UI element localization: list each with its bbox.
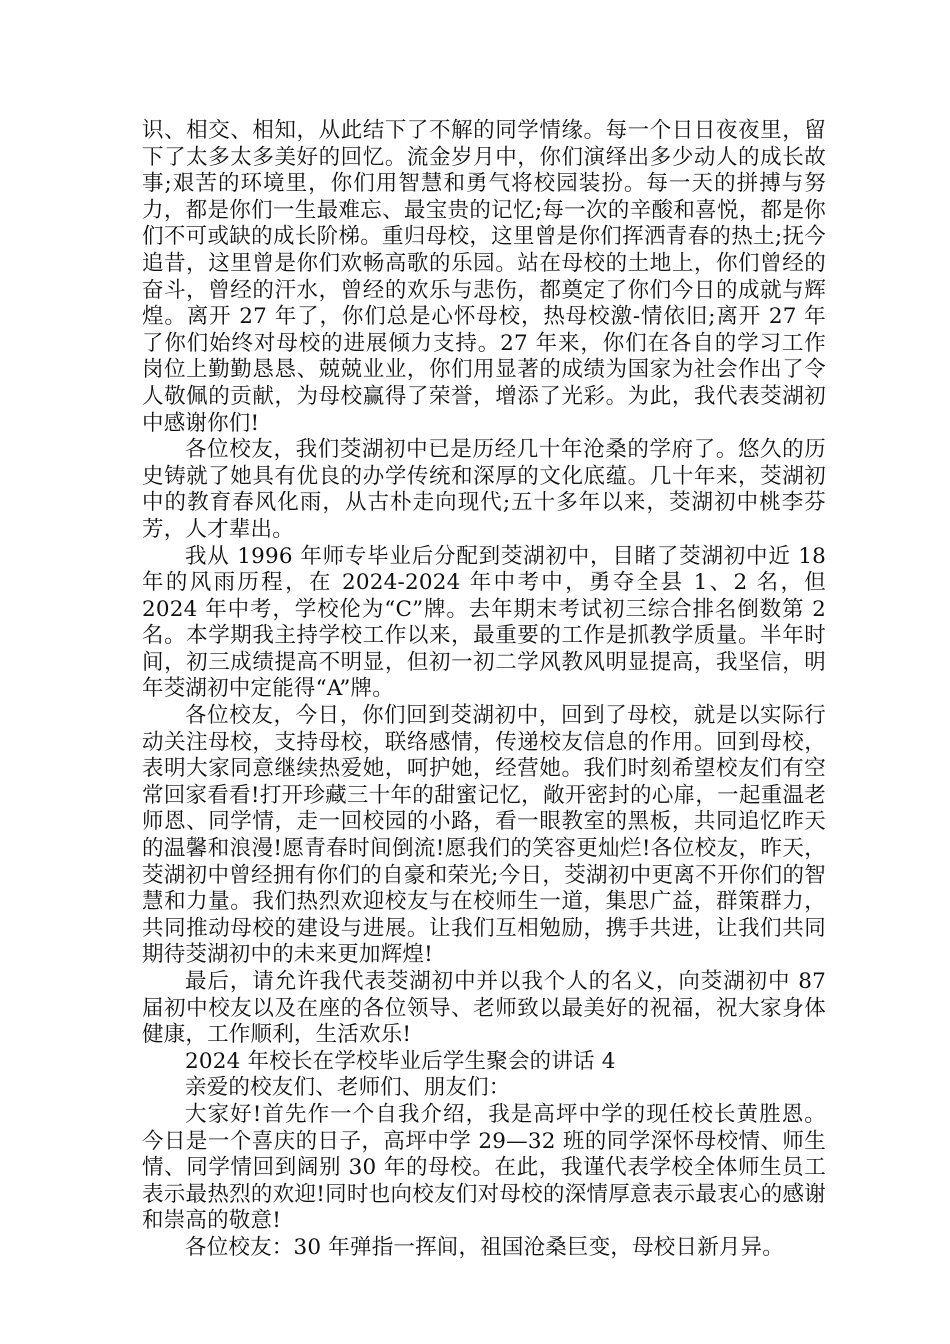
paragraph-5: 最后，请允许我代表茭湖初中并以我个人的名义，向茭湖初中 87 届初中校友以及在座的各位领导、老师致以最美好的祝福，祝大家身体健康，工作顺利，生活欢乐!	[142, 969, 826, 1048]
paragraph-4: 各位校友，今日，你们回到茭湖初中，回到了母校，就是以实际行动关注母校，支持母校，联络感情，传递校友信息的作用。回到母校，表明大家同意继续热爱她，呵护她，经营她。我们时刻希望校友们有空常回家看看!打开珍藏三十年的甜蜜记忆，敞开密封的心扉，一起重温老师恩、同学情，走一回校园的小路，看一眼教室的黑板，共同追忆昨天的温馨和浪漫!愿青春时间倒流!愿我们的笑容更灿烂!各位校友，昨天，茭湖初中曾经拥有你们的自豪和荣光;今日，茭湖初中更离不开你们的智慧和力量。我们热烈欢迎校友与在校师生一道，集思广益，群策群力，共同推动母校的建设与进展。让我们互相勉励，携手共进，让我们共同期待茭湖初中的未来更加辉煌!	[142, 703, 826, 968]
paragraph-6: 大家好!首先作一个自我介绍，我是高坪中学的现任校长黄胜恩。 今日是一个喜庆的日子，高坪中学 29—32 班的同学深怀母校情、师生情、同学情回到阔别 30 年的母校。在此，我谨代表学校全体师生员工表示最热烈的欢迎!同时也向校友们对母校的深情厚意表示最衷心的感谢和崇高的敬意!	[142, 1101, 826, 1234]
paragraph-7: 各位校友：30 年弹指一挥间，祖国沧桑巨变，母校日新月异。	[185, 1234, 784, 1260]
speech-title: 2024 年校长在学校毕业后学生聚会的讲话 4	[185, 1048, 616, 1074]
paragraph-1: 识、相交、相知，从此结下了不解的同学情缘。每一个日日夜夜里，留下了太多太多美好的回忆。流金岁月中，你们演绎出多少动人的成长故事;艰苦的环境里，你们用智慧和勇气将校园装扮。每一天的拼搏与努力，都是你们一生最难忘、最宝贵的记忆;每一次的辛酸和喜悦，都是你们不可或缺的成长阶梯。重归母校，这里曾是你们挥洒青春的热土;抚今追昔，这里曾是你们欢畅高歌的乐园。站在母校的土地上，你们曾经的奋斗，曾经的汗水，曾经的欢乐与悲伤，都奠定了你们今日的成就与辉煌。离开 27 年了，你们总是心怀母校，热母校激-情依旧;离开 27 年了你们始终对母校的进展倾力支持。27 年来，你们在各自的学习工作岗位上勤勤恳恳、兢兢业业，你们用显著的成绩为国家为社会作出了令人敬佩的贡献，为母校赢得了荣誉，增添了光彩。为此，我代表茭湖初中感谢你们!	[142, 118, 826, 436]
paragraph-2: 各位校友，我们茭湖初中已是历经几十年沧桑的学府了。悠久的历史铸就了她具有优良的办学传统和深厚的文化底蕴。几十年来，茭湖初中的教育春风化雨，从古朴走向现代;五十多年以来，茭湖初中桃李芬芳，人才辈出。	[142, 437, 826, 542]
document-body	[142, 118, 826, 1262]
paragraph-3: 我从 1996 年师专毕业后分配到茭湖初中，目睹了茭湖初中近 18 年的风雨历程，在 2024-2024 年中考中，勇夺全县 1、2 名，但 2024 年中考，学校伦为“C”牌。去年期末考试初三综合排名倒数第 2 名。本学期我主持学校工作以来，最重要的工作是抓教学质量。半年时间，初三成绩提高不明显，但初一初二学风教风明显提高，我坚信，明年茭湖初中定能得“A”牌。	[142, 543, 826, 702]
salutation: 亲爱的校友们、老师们、朋友们：	[185, 1075, 511, 1101]
